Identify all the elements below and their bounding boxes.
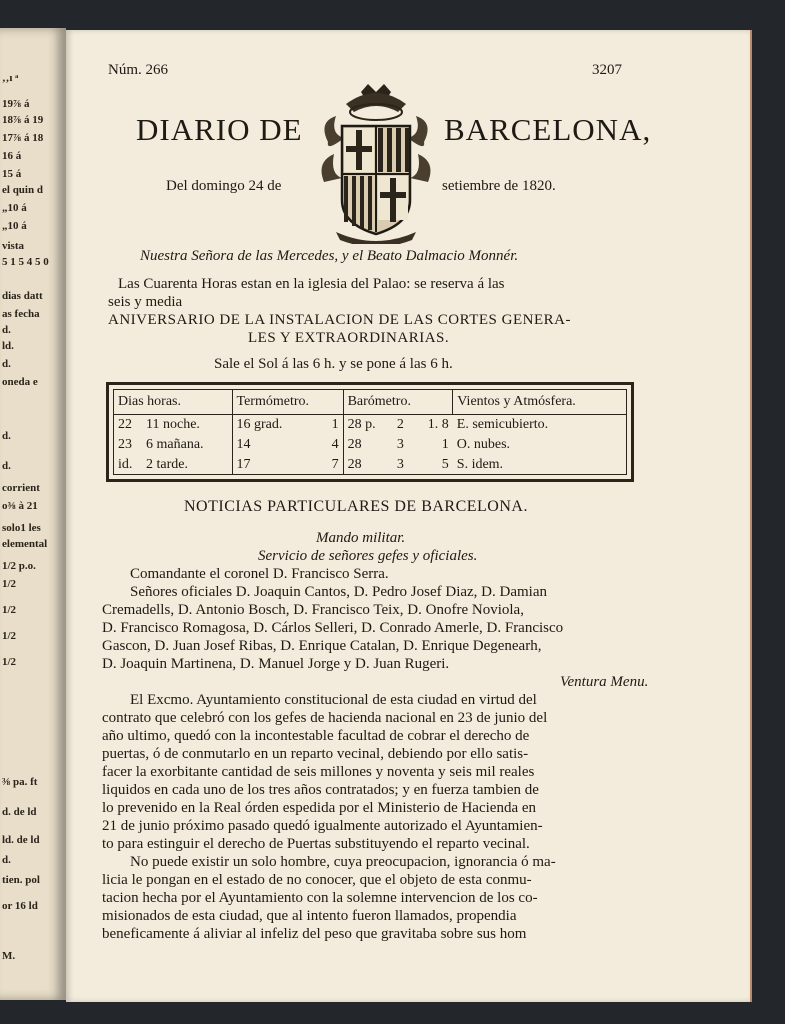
baro-lines: 2 xyxy=(396,417,404,432)
weather-hour: 6 mañana. xyxy=(146,437,204,452)
baro-lines: 3 xyxy=(396,457,404,472)
left-page-fragment: ld. de ld xyxy=(2,834,40,846)
military-signature: Ventura Menu. xyxy=(560,674,649,690)
paragraph-line: contrato que celebró con los gefes de hacienda nacional en 23 de junio del xyxy=(102,710,548,726)
baro-points: 1 xyxy=(441,437,449,452)
anniversary-line-2: LES Y EXTRAORDINARIAS. xyxy=(248,330,450,346)
left-page-fragment: 18⅞ á 19 xyxy=(2,114,44,126)
left-page-fragment: 1/2 xyxy=(2,578,17,590)
left-page-fragment: „10 á xyxy=(2,202,27,214)
weather-header-row xyxy=(114,390,626,415)
weather-row xyxy=(114,435,626,455)
weather-table xyxy=(106,382,634,482)
left-page-fragment: el quin d xyxy=(2,184,43,196)
left-page-fragment: 19⅞ á xyxy=(2,98,30,110)
left-page-fragment: as fecha xyxy=(2,308,40,320)
left-page-fragment: d. xyxy=(2,430,11,442)
wind-atmosphere: O. nubes. xyxy=(456,437,511,452)
header-winds: Vientos y Atmósfera. xyxy=(453,390,626,415)
section-title: NOTICIAS PARTICULARES DE BARCELONA. xyxy=(184,498,528,515)
left-page-fragment: 1/2 xyxy=(2,630,17,642)
coat-of-arms-emblem xyxy=(316,82,436,244)
header-days-hours: Dias horas. xyxy=(114,390,232,415)
forty-hours-line-2: seis y media xyxy=(108,294,183,310)
paragraph-line: lo prevenido en la Real órden espedida por el Ministerio de Hacienda en xyxy=(102,800,537,816)
baro-points: 5 xyxy=(441,457,449,472)
weather-row xyxy=(114,415,626,436)
weather-hour: 11 noche. xyxy=(146,417,200,432)
paragraph-line: to para estinguir el derecho de Puertas substituyendo el reparto vecinal. xyxy=(102,836,530,852)
left-page-fragment: ld. xyxy=(2,340,14,352)
baro-lines: 3 xyxy=(396,437,404,452)
left-page-fragment: d. xyxy=(2,358,11,370)
header-thermometer: Termómetro. xyxy=(232,390,343,415)
paragraph-line: beneficamente á aliviar al infeliz del peso que gravitaba sobre sus hom xyxy=(102,926,527,942)
thermo-fraction: 4 xyxy=(331,437,339,452)
left-page-fragment: 16 á xyxy=(2,150,22,162)
paragraph-line: facer la exorbitante cantidad de seis millones y noventa y seis mil reales xyxy=(102,764,535,780)
weather-day: 23 xyxy=(118,437,132,452)
thermo-degrees: 17 xyxy=(232,455,318,475)
thermo-fraction: 1 xyxy=(331,417,339,432)
left-page-fragment: vista xyxy=(2,240,24,252)
thermo-degrees: 14 xyxy=(232,435,318,455)
military-title: Mando militar. xyxy=(316,530,406,546)
officers-line: D. Francisco Romagosa, D. Cárlos Selleri, D. Conrado Amerle, D. Francisco xyxy=(102,620,564,636)
date-line-left: Del domingo 24 de xyxy=(166,178,282,194)
weather-day: 22 xyxy=(118,417,132,432)
baro-inches: 28 p. xyxy=(343,415,393,436)
officers-line: Cremadells, D. Antonio Bosch, D. Francisco Teix, D. Onofre Noviola, xyxy=(102,602,524,618)
paragraph-line: liquidos en cada uno de los tres años contratados; y en fuerza tambien de xyxy=(102,782,539,798)
paragraph-line: tacion hecha por el Ayuntamiento con la solemne intervencion de los co- xyxy=(102,890,538,906)
wind-atmosphere: E. semicubierto. xyxy=(456,417,549,432)
left-page-fragment: elemental xyxy=(2,538,48,550)
forty-hours-line-1: Las Cuarenta Horas estan en la iglesia del Palao: se reserva á las xyxy=(118,276,505,292)
left-page-fragment: oneda e xyxy=(2,376,38,388)
left-page-fragment: 1/2 xyxy=(2,604,17,616)
baro-inches: 28 xyxy=(343,435,393,455)
left-page-fragment: M. xyxy=(2,950,16,962)
paragraph-line: No puede existir un solo hombre, cuya preocupacion, ignorancia ó ma- xyxy=(130,854,556,870)
thermo-degrees: 16 grad. xyxy=(232,415,318,436)
left-page-fragment: 1/2 p.o. xyxy=(2,560,36,572)
left-page-fragment: 1/2 xyxy=(2,656,17,668)
weather-day: id. xyxy=(118,457,133,472)
weather-row xyxy=(114,455,626,475)
paragraph-line: licia le pongan en el estado de no conocer, que el objeto de esta conmu- xyxy=(102,872,532,888)
thermo-fraction: 7 xyxy=(331,457,339,472)
left-page-fragment: „10 á xyxy=(2,220,27,232)
left-page-fragment: d. de ld xyxy=(2,806,37,818)
anniversary-line-1: ANIVERSARIO DE LA INSTALACION DE LAS CORTES GENERA- xyxy=(108,312,571,328)
saints-of-the-day: Nuestra Señora de las Mercedes, y el Beato Dalmacio Monnér. xyxy=(140,248,519,264)
officers-line: Gascon, D. Juan Josef Ribas, D. Enrique Catalan, D. Enrique Degenearh, xyxy=(102,638,542,654)
weather-hour: 2 tarde. xyxy=(146,457,188,472)
left-page-fragment: 15 á xyxy=(2,168,22,180)
left-page-fragment: ⅜ pa. ft xyxy=(2,776,38,788)
masthead-title-left: DIARIO DE xyxy=(136,112,303,147)
issue-number: Núm. 266 xyxy=(108,62,168,78)
left-page-fragment: dias datt xyxy=(2,290,43,302)
left-page-fragment: 17⅞ á 18 xyxy=(2,132,44,144)
baro-inches: 28 xyxy=(343,455,393,475)
paragraph-line: año ultimo, quedó con la incontestable facultad de cobrar el derecho de xyxy=(102,728,530,744)
left-page-fragment: d. xyxy=(2,460,11,472)
paragraph-line: El Excmo. Ayuntamiento constitucional de esta ciudad en virtud del xyxy=(130,692,537,708)
paragraph-line: puertas, ó de conmutarlo en un reparto vecinal, debiendo por ello satis- xyxy=(102,746,529,762)
left-page-fragment: ‚‚ı ᵃ xyxy=(2,72,19,84)
military-commander: Comandante el coronel D. Francisco Serra. xyxy=(130,566,389,582)
left-page-fragment: o⅜ à 21 xyxy=(2,500,38,512)
left-page-fragment: corrient xyxy=(2,482,40,494)
wind-atmosphere: S. idem. xyxy=(456,457,504,472)
sunrise-sunset: Sale el Sol á las 6 h. y se pone á las 6 h. xyxy=(214,356,453,372)
left-page-fragment: 5 1 5 4 5 0 xyxy=(2,256,49,268)
left-page-fragment: d. xyxy=(2,854,11,866)
officers-line: D. Joaquin Martinena, D. Manuel Jorge y D. Juan Rugeri. xyxy=(102,656,450,672)
left-page-fragment: d. xyxy=(2,324,11,336)
left-page-fragment: or 16 ld xyxy=(2,900,38,912)
date-line-right: setiembre de 1820. xyxy=(442,178,556,194)
baro-points: 1. 8 xyxy=(427,417,449,432)
left-page-fragment: tien. pol xyxy=(2,874,40,886)
header-barometer: Barómetro. xyxy=(343,390,453,415)
paragraph-line: 21 de junio próximo pasado quedó igualmente autorizado el Ayuntamien- xyxy=(102,818,543,834)
military-subtitle: Servicio de señores gefes y oficiales. xyxy=(258,548,478,564)
left-facing-page xyxy=(0,28,66,1000)
masthead-title-right: BARCELONA, xyxy=(444,112,652,147)
page-number: 3207 xyxy=(592,62,622,78)
paragraph-line: misionados de esta ciudad, que al intento fueron llamados, propendia xyxy=(102,908,517,924)
officers-line: Señores oficiales D. Joaquin Cantos, D. Pedro Josef Diaz, D. Damian xyxy=(130,584,547,600)
left-page-fragment: solo1 les xyxy=(2,522,41,534)
newspaper-page xyxy=(66,30,752,1002)
